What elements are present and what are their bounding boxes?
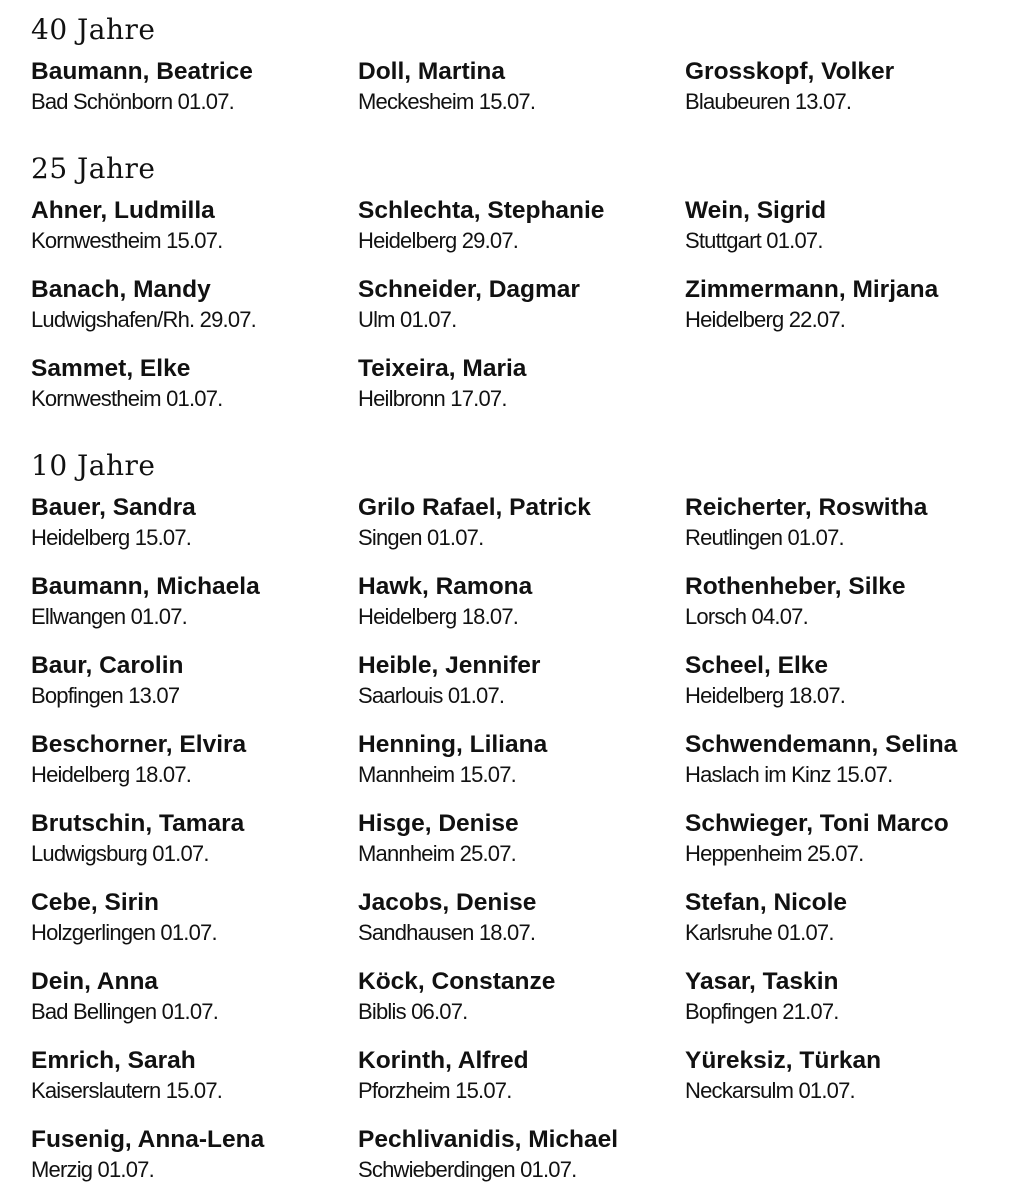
entry-name: Teixeira, Maria — [358, 355, 527, 382]
entry-place-date: Blaubeuren 13.07. — [685, 89, 852, 114]
jubilee-entry — [31, 809, 341, 869]
jubilee-entry — [358, 1125, 668, 1185]
entry-name: Banach, Mandy — [31, 276, 211, 303]
entry-name: Schneider, Dagmar — [358, 276, 580, 303]
section-heading-40-jahre: 40 Jahre — [31, 13, 156, 46]
entry-place-date: Sandhausen 18.07. — [358, 920, 536, 945]
entry-place-date: Heidelberg 29.07. — [358, 228, 519, 253]
entry-place-date: Heidelberg 18.07. — [358, 604, 519, 629]
entry-name: Brutschin, Tamara — [31, 810, 245, 837]
entry-name: Jacobs, Denise — [358, 889, 537, 916]
entry-place-date: Saarlouis 01.07. — [358, 683, 505, 708]
jubilee-entry — [358, 967, 668, 1027]
entry-place-date: Bopfingen 13.07 — [31, 683, 180, 708]
entry-place-date: Bad Bellingen 01.07. — [31, 999, 219, 1024]
entry-name: Baumann, Michaela — [31, 573, 260, 600]
jubilee-entry — [31, 57, 341, 117]
entry-place-date: Heidelberg 22.07. — [685, 307, 846, 332]
entry-name: Zimmermann, Mirjana — [685, 276, 939, 303]
jubilee-entry — [31, 572, 341, 632]
entry-place-date: Ellwangen 01.07. — [31, 604, 187, 629]
section-heading-10-jahre: 10 Jahre — [31, 449, 156, 482]
jubilee-entry — [31, 1125, 341, 1185]
entry-name: Baumann, Beatrice — [31, 58, 253, 85]
entry-name: Grosskopf, Volker — [685, 58, 895, 85]
entry-place-date: Ulm 01.07. — [358, 307, 457, 332]
entry-name: Beschorner, Elvira — [31, 731, 247, 758]
entry-place-date: Holzgerlingen 01.07. — [31, 920, 217, 945]
entry-place-date: Ludwigshafen/Rh. 29.07. — [31, 307, 256, 332]
entry-name: Bauer, Sandra — [31, 494, 196, 521]
jubilee-entry — [685, 196, 995, 256]
entry-place-date: Kornwestheim 15.07. — [31, 228, 223, 253]
jubilee-entry — [685, 275, 995, 335]
jubilee-entry — [31, 967, 341, 1027]
jubilee-entry — [358, 730, 668, 790]
entry-place-date: Stuttgart 01.07. — [685, 228, 823, 253]
jubilee-entry — [31, 888, 341, 948]
jubilee-entry — [685, 888, 995, 948]
entry-name: Fusenig, Anna-Lena — [31, 1126, 265, 1153]
jubilee-entry — [358, 493, 668, 553]
entry-name: Ahner, Ludmilla — [31, 197, 215, 224]
entry-place-date: Merzig 01.07. — [31, 1157, 154, 1182]
entry-name: Korinth, Alfred — [358, 1047, 529, 1074]
entry-place-date: Bad Schönborn 01.07. — [31, 89, 234, 114]
entry-name: Heible, Jennifer — [358, 652, 541, 679]
jubilee-entry — [31, 730, 341, 790]
entry-name: Scheel, Elke — [685, 652, 829, 679]
jubilee-entry — [358, 572, 668, 632]
jubilee-entry — [358, 196, 668, 256]
entry-place-date: Karlsruhe 01.07. — [685, 920, 834, 945]
entry-place-date: Mannheim 25.07. — [358, 841, 516, 866]
entry-name: Rothenheber, Silke — [685, 573, 906, 600]
entry-name: Schlechta, Stephanie — [358, 197, 605, 224]
entry-name: Reicherter, Roswitha — [685, 494, 928, 521]
jubilee-entry — [685, 730, 995, 790]
entry-name: Baur, Carolin — [31, 652, 184, 679]
jubilee-entry — [685, 493, 995, 553]
entry-place-date: Heilbronn 17.07. — [358, 386, 507, 411]
entry-place-date: Reutlingen 01.07. — [685, 525, 844, 550]
jubilee-entry — [685, 572, 995, 632]
jubilee-entry — [31, 651, 341, 711]
entry-place-date: Lorsch 04.07. — [685, 604, 808, 629]
entry-place-date: Haslach im Kinz 15.07. — [685, 762, 893, 787]
jubilee-entry — [358, 1046, 668, 1106]
entry-name: Schwieger, Toni Marco — [685, 810, 949, 837]
entry-name: Doll, Martina — [358, 58, 506, 85]
jubilee-entry — [358, 354, 668, 414]
entry-place-date: Ludwigsburg 01.07. — [31, 841, 209, 866]
jubilee-entry — [358, 651, 668, 711]
entry-name: Grilo Rafael, Patrick — [358, 494, 591, 521]
entry-place-date: Schwieberdingen 01.07. — [358, 1157, 577, 1182]
jubilee-entry — [31, 493, 341, 553]
entry-place-date: Neckarsulm 01.07. — [685, 1078, 855, 1103]
entry-place-date: Heppenheim 25.07. — [685, 841, 864, 866]
entry-place-date: Kornwestheim 01.07. — [31, 386, 223, 411]
jubilee-entry — [31, 275, 341, 335]
jubilee-entry — [358, 888, 668, 948]
entry-name: Dein, Anna — [31, 968, 159, 995]
entry-place-date: Singen 01.07. — [358, 525, 484, 550]
jubilee-entry — [685, 1046, 995, 1106]
entry-place-date: Meckesheim 15.07. — [358, 89, 536, 114]
entry-name: Stefan, Nicole — [685, 889, 848, 916]
entry-name: Hawk, Ramona — [358, 573, 533, 600]
entry-place-date: Heidelberg 18.07. — [685, 683, 846, 708]
section-heading-25-jahre: 25 Jahre — [31, 152, 156, 185]
entry-place-date: Mannheim 15.07. — [358, 762, 516, 787]
jubilee-entry — [685, 651, 995, 711]
jubilee-entry — [31, 196, 341, 256]
jubilee-entry — [685, 967, 995, 1027]
entry-place-date: Pforzheim 15.07. — [358, 1078, 512, 1103]
jubilee-entry — [358, 57, 668, 117]
entry-name: Hisge, Denise — [358, 810, 519, 837]
entry-name: Pechlivanidis, Michael — [358, 1126, 619, 1153]
jubilee-entry — [685, 57, 995, 117]
entry-name: Henning, Liliana — [358, 731, 548, 758]
jubilee-entry — [31, 354, 341, 414]
entry-name: Yüreksiz, Türkan — [685, 1047, 882, 1074]
entry-name: Yasar, Taskin — [685, 968, 839, 995]
jubilee-entry — [358, 275, 668, 335]
entry-name: Schwendemann, Selina — [685, 731, 958, 758]
entry-name: Köck, Constanze — [358, 968, 556, 995]
entry-name: Wein, Sigrid — [685, 197, 827, 224]
entry-place-date: Biblis 06.07. — [358, 999, 468, 1024]
jubilee-entry — [31, 1046, 341, 1106]
entry-place-date: Heidelberg 15.07. — [31, 525, 192, 550]
entry-name: Emrich, Sarah — [31, 1047, 196, 1074]
jubilee-entry — [685, 809, 995, 869]
entry-place-date: Bopfingen 21.07. — [685, 999, 839, 1024]
entry-name: Cebe, Sirin — [31, 889, 159, 916]
entry-name: Sammet, Elke — [31, 355, 191, 382]
jubilee-entry — [358, 809, 668, 869]
entry-place-date: Kaiserslautern 15.07. — [31, 1078, 223, 1103]
entry-place-date: Heidelberg 18.07. — [31, 762, 192, 787]
